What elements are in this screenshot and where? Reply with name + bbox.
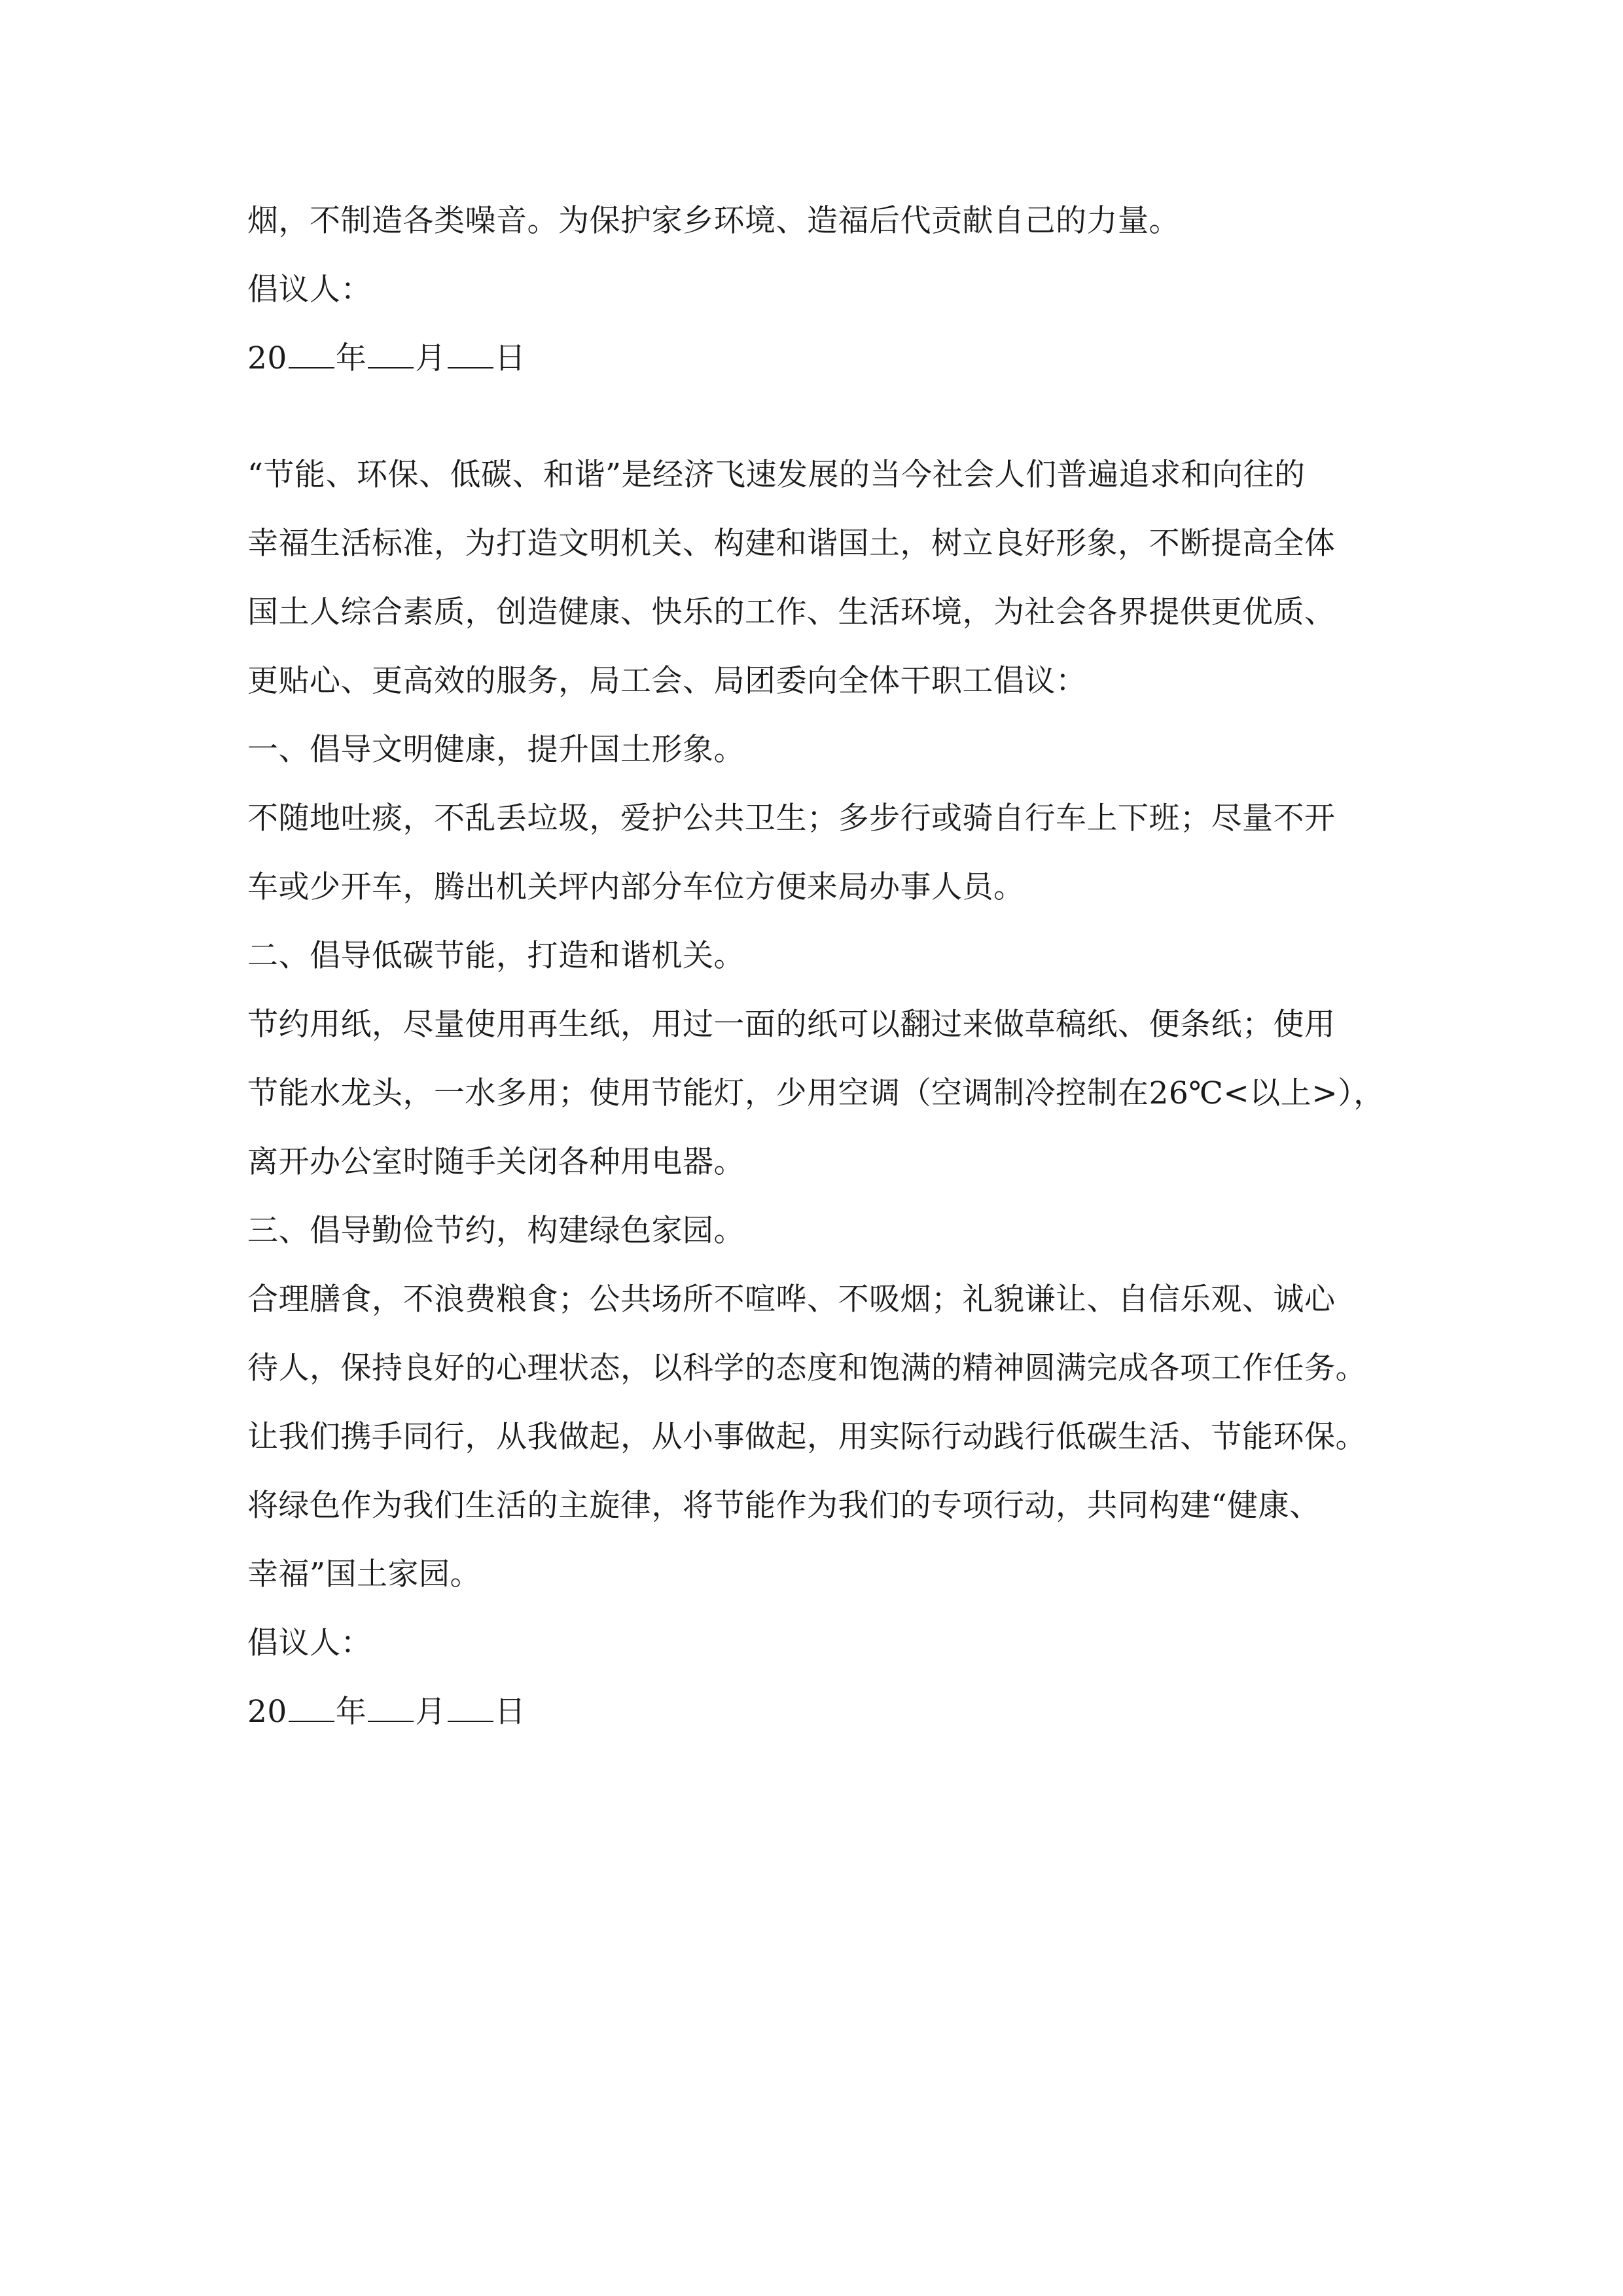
heading-3: 三、倡导勤俭节约，构建绿色家园。 xyxy=(247,1213,745,1249)
paragraph-line: 烟，不制造各类噪音。为保护家乡环境、造福后代贡献自己的力量。 xyxy=(247,203,1180,239)
paragraph-line: 幸福生活标准，为打造文明机关、构建和谐国土，树立良好形象，不断提高全体 xyxy=(247,526,1336,562)
date-line xyxy=(247,1689,1386,1757)
paragraph-line: 让我们携手同行，从我做起，从小事做起，用实际行动践行低碳生活、节能环保。 xyxy=(247,1419,1366,1455)
date-month: 月 xyxy=(415,1694,446,1730)
date-prefix: 20 xyxy=(247,340,287,376)
year-blank xyxy=(289,337,334,368)
paragraph-line: “节能、环保、低碳、和谐”是经济飞速发展的当今社会人们普遍追求和向往的 xyxy=(247,457,1306,493)
signature-label: 倡议人： xyxy=(247,272,372,308)
date-year: 年 xyxy=(335,340,367,376)
signature-label: 倡议人： xyxy=(247,1625,372,1661)
paragraph-line: 国土人综合素质，创造健康、快乐的工作、生活环境，为社会各界提供更优质、 xyxy=(247,594,1336,630)
paragraph-line: 待人，保持良好的心理状态，以科学的态度和饱满的精神圆满完成各项工作任务。 xyxy=(247,1350,1366,1386)
day-blank xyxy=(448,1691,493,1722)
date-month: 月 xyxy=(415,340,446,376)
paragraph-line: 将绿色作为我们生活的主旋律，将节能作为我们的专项行动，共同构建“健康、 xyxy=(247,1488,1321,1524)
date-year: 年 xyxy=(335,1694,367,1730)
paragraph-line: 车或少开车，腾出机关坪内部分车位方便来局办事人员。 xyxy=(247,869,1025,905)
main-section xyxy=(247,452,1386,1757)
date-day: 日 xyxy=(494,340,526,376)
paragraph-line: 节约用纸，尽量使用再生纸，用过一面的纸可以翻过来做草稿纸、便条纸；使用 xyxy=(247,1007,1336,1043)
paragraph-line: 不随地吐痰，不乱丢垃圾，爱护公共卫生；多步行或骑自行车上下班；尽量不开 xyxy=(247,800,1336,836)
paragraph-line: 合理膳食，不浪费粮食；公共场所不喧哗、不吸烟；礼貌谦让、自信乐观、诚心 xyxy=(247,1282,1336,1318)
heading-1: 一、倡导文明健康，提升国土形象。 xyxy=(247,732,745,768)
heading-2: 二、倡导低碳节能，打造和谐机关。 xyxy=(247,938,745,974)
month-blank xyxy=(368,1691,414,1722)
paragraph-line: 更贴心、更高效的服务，局工会、局团委向全体干职工倡议： xyxy=(247,663,1087,699)
paragraph-line: 离开办公室时随手关闭各种用电器。 xyxy=(247,1144,745,1180)
continued-section xyxy=(247,198,1386,404)
date-line xyxy=(247,335,1386,404)
year-blank xyxy=(289,1691,334,1722)
paragraph-line: 节能水龙头，一水多用；使用节能灯，少用空调（空调制冷控制在26℃<以上>）， xyxy=(247,1075,1385,1111)
month-blank xyxy=(368,337,414,368)
paragraph-line: 幸福”国土家园。 xyxy=(247,1556,482,1592)
day-blank xyxy=(448,337,493,368)
date-prefix: 20 xyxy=(247,1694,287,1730)
date-day: 日 xyxy=(494,1694,526,1730)
